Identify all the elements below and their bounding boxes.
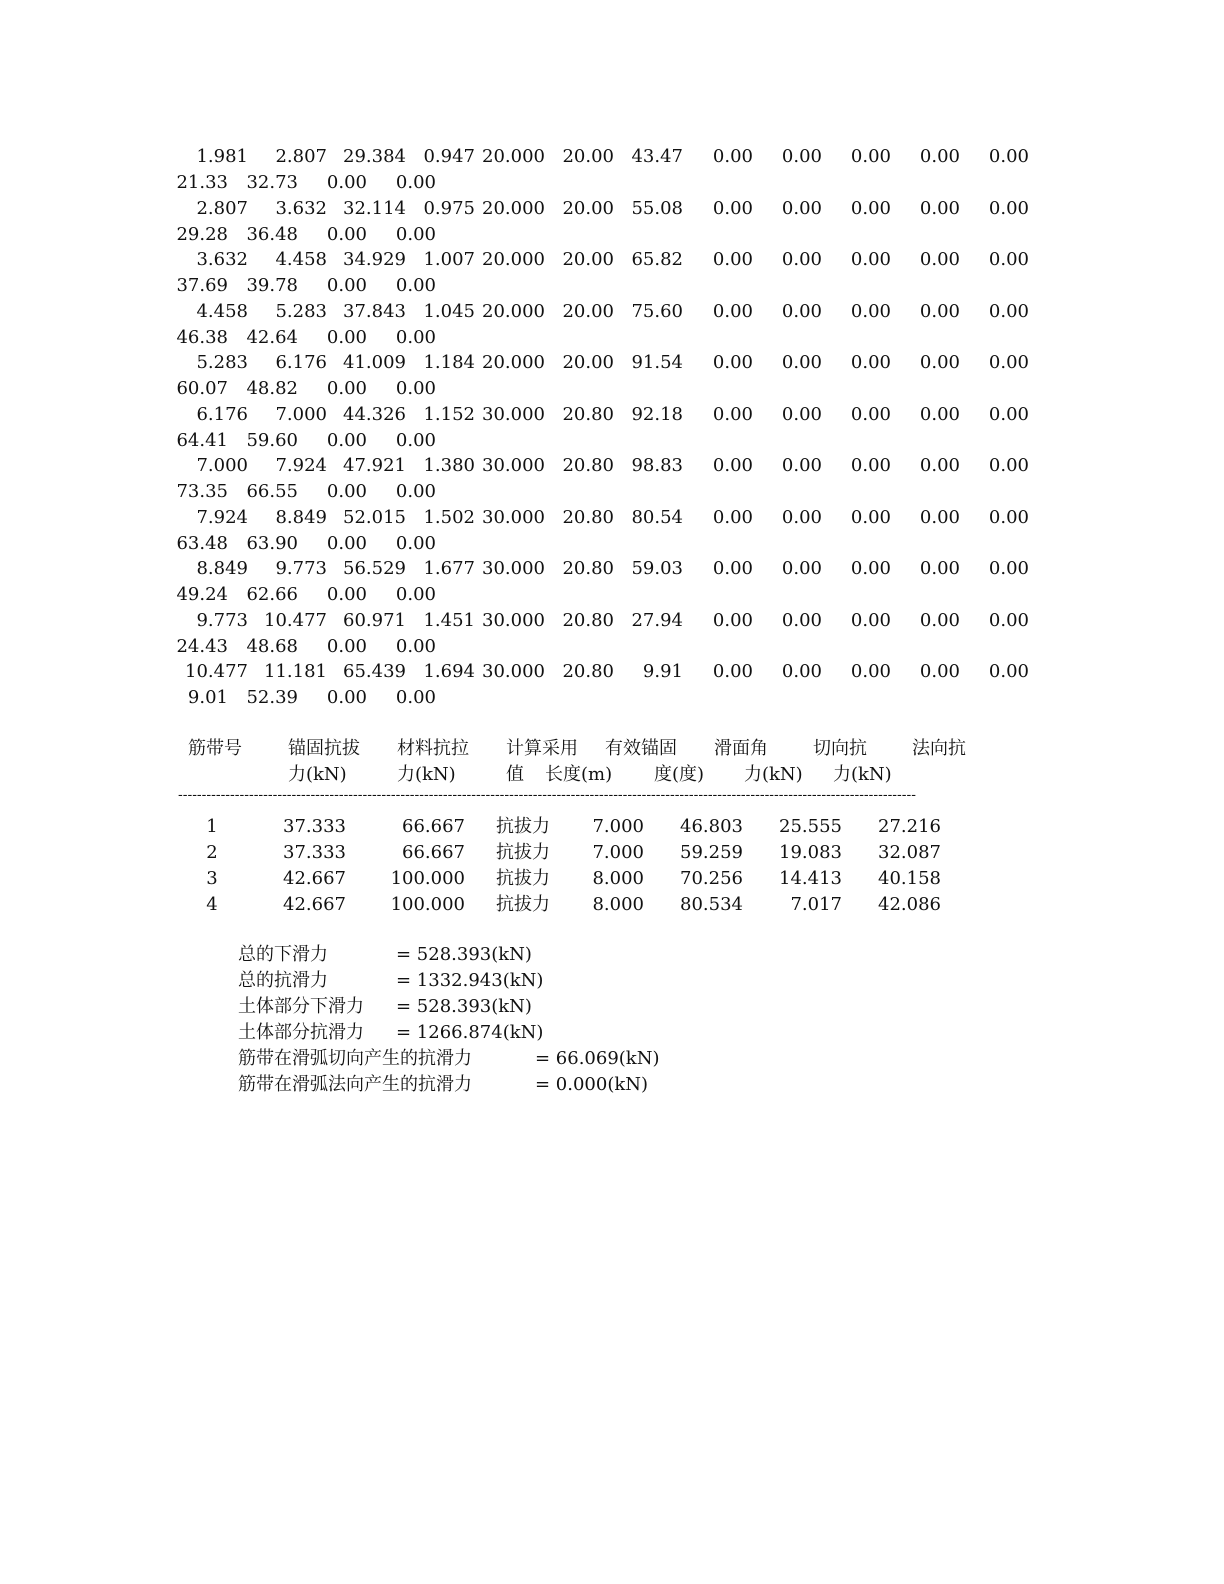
slice-cell: 0.00: [988, 146, 1029, 167]
slice-cell: 56.529: [343, 558, 406, 579]
slice-cell: 62.66: [246, 584, 298, 605]
slice-cell: 0.00: [781, 506, 822, 528]
slice-cell: 20.80: [562, 661, 614, 682]
slice-cell: 0.00: [326, 687, 367, 708]
slice-cell: 20.80: [562, 558, 614, 579]
slice-cell: 0.00: [850, 506, 891, 528]
table-header-unit: 值: [506, 764, 524, 785]
table-cell: 4: [206, 894, 218, 915]
table-cell: 7.000: [592, 842, 644, 863]
summary-value: = 1266.874(kN): [396, 1022, 544, 1043]
slice-cell: 1.502: [423, 506, 475, 528]
slice-cell: 9.91: [642, 661, 683, 682]
slice-cell: 0.00: [919, 146, 960, 167]
slice-cell: 0.00: [395, 481, 436, 502]
summary-label: 筋带在滑弧切向产生的抗滑力: [238, 1048, 472, 1069]
slice-cell: 0.975: [423, 197, 475, 219]
table-cell: 8.000: [592, 894, 644, 915]
slice-cell: 37.69: [176, 275, 228, 296]
slice-cell: 7.000: [196, 455, 248, 476]
summary-value: = 66.069(kN): [535, 1048, 660, 1069]
table-cell: 40.158: [878, 868, 941, 889]
slice-cell: 59.03: [631, 558, 683, 579]
slice-cell: 20.80: [562, 403, 614, 425]
slice-cell: 0.00: [712, 661, 753, 682]
slice-cell: 32.73: [246, 172, 298, 193]
slice-cell: 0.00: [712, 558, 753, 579]
slice-cell: 0.00: [781, 249, 822, 270]
slice-cell: 0.00: [326, 429, 367, 451]
slice-cell: 21.33: [176, 172, 228, 193]
slice-cell: 46.38: [176, 326, 228, 348]
table-cell: 37.333: [283, 816, 346, 837]
slice-cell: 0.00: [919, 300, 960, 322]
slice-cell: 73.35: [176, 481, 228, 502]
slice-cell: 0.00: [850, 455, 891, 476]
slice-cell: 1.694: [423, 661, 475, 682]
slice-cell: 20.00: [562, 249, 614, 270]
table-header: 计算采用: [506, 738, 578, 759]
slice-cell: 20.000: [482, 249, 545, 270]
slice-cell: 0.00: [326, 326, 367, 348]
table-cell: 66.667: [402, 816, 465, 837]
table-cell: 1: [206, 816, 218, 837]
table-cell: 7.017: [790, 894, 842, 915]
slice-cell: 60.971: [343, 609, 406, 631]
slice-cell: 0.00: [850, 249, 891, 270]
slice-cell: 6.176: [196, 403, 248, 425]
slice-cell: 0.00: [781, 558, 822, 579]
table-separator: ------------------------------------------------------------------------------------------------------------------------------------------------------------: [178, 788, 916, 802]
slice-cell: 75.60: [631, 300, 683, 322]
slice-cell: 0.00: [988, 249, 1029, 270]
slice-cell: 20.00: [562, 146, 614, 167]
table-header: 法向抗: [912, 738, 966, 759]
slice-cell: 1.380: [423, 455, 475, 476]
slice-cell: 0.00: [395, 687, 436, 708]
table-cell: 80.534: [680, 894, 743, 915]
slice-cell: 10.477: [185, 661, 248, 682]
slice-cell: 0.00: [850, 300, 891, 322]
table-cell: 46.803: [680, 816, 743, 837]
slice-cell: 0.00: [326, 584, 367, 605]
slice-cell: 0.00: [988, 300, 1029, 322]
table-cell: 37.333: [283, 842, 346, 863]
slice-cell: 44.326: [343, 403, 406, 425]
slice-cell: 66.55: [246, 481, 298, 502]
table-header-unit: 力(kN): [744, 764, 803, 785]
slice-cell: 0.00: [326, 635, 367, 657]
summary-value: = 528.393(kN): [396, 944, 532, 965]
summary-value: = 528.393(kN): [396, 996, 532, 1017]
slice-cell: 91.54: [631, 352, 683, 373]
slice-cell: 4.458: [275, 249, 327, 270]
slice-cell: 10.477: [264, 609, 327, 631]
slice-cell: 20.80: [562, 609, 614, 631]
slice-cell: 42.64: [246, 326, 298, 348]
slice-cell: 11.181: [264, 661, 327, 682]
summary-label: 总的下滑力: [238, 944, 328, 965]
slice-cell: 0.00: [781, 300, 822, 322]
slice-cell: 0.00: [395, 378, 436, 399]
slice-cell: 0.00: [988, 661, 1029, 682]
table-header: 筋带号: [188, 738, 242, 759]
slice-cell: 0.00: [850, 403, 891, 425]
table-cell: 14.413: [779, 868, 842, 889]
slice-cell: 20.000: [482, 146, 545, 167]
slice-cell: 30.000: [482, 506, 545, 528]
slice-cell: 0.00: [850, 352, 891, 373]
slice-cell: 9.773: [275, 558, 327, 579]
slice-cell: 0.00: [919, 609, 960, 631]
table-cell: 2: [206, 842, 218, 863]
slice-cell: 9.773: [196, 609, 248, 631]
summary-label: 筋带在滑弧法向产生的抗滑力: [238, 1074, 472, 1095]
slice-cell: 1.981: [196, 146, 248, 167]
slice-cell: 0.00: [781, 146, 822, 167]
table-cell: 66.667: [402, 842, 465, 863]
slice-cell: 20.000: [482, 300, 545, 322]
slice-cell: 9.01: [187, 687, 228, 708]
slice-cell: 30.000: [482, 403, 545, 425]
slice-cell: 20.000: [482, 352, 545, 373]
table-cell: 3: [206, 868, 218, 889]
slice-cell: 0.00: [781, 609, 822, 631]
slice-cell: 0.00: [850, 197, 891, 219]
slice-cell: 30.000: [482, 661, 545, 682]
slice-cell: 34.929: [343, 249, 406, 270]
slice-cell: 3.632: [275, 197, 327, 219]
slice-cell: 0.00: [712, 197, 753, 219]
table-cell: 42.086: [878, 894, 941, 915]
slice-cell: 0.00: [781, 455, 822, 476]
slice-cell: 0.00: [850, 146, 891, 167]
slice-cell: 20.80: [562, 506, 614, 528]
table-header-unit: 力(kN): [833, 764, 892, 785]
slice-cell: 20.00: [562, 352, 614, 373]
slice-cell: 0.00: [395, 275, 436, 296]
table-cell: 100.000: [390, 894, 465, 915]
slice-cell: 65.439: [343, 661, 406, 682]
slice-cell: 63.48: [176, 532, 228, 554]
slice-cell: 1.152: [423, 403, 475, 425]
slice-cell: 30.000: [482, 609, 545, 631]
slice-cell: 7.000: [275, 403, 327, 425]
slice-cell: 48.68: [246, 635, 298, 657]
slice-cell: 0.00: [395, 172, 436, 193]
summary-value: = 1332.943(kN): [396, 970, 544, 991]
slice-cell: 49.24: [176, 584, 228, 605]
slice-cell: 0.00: [988, 197, 1029, 219]
slice-cell: 6.176: [275, 352, 327, 373]
slice-cell: 48.82: [246, 378, 298, 399]
table-cell: 抗拔力: [496, 894, 550, 915]
table-header-unit: 长度(m): [545, 764, 613, 785]
summary-label: 土体部分抗滑力: [238, 1022, 364, 1043]
slice-cell: 0.00: [919, 197, 960, 219]
slice-cell: 20.00: [562, 197, 614, 219]
summary-value: = 0.000(kN): [535, 1074, 649, 1095]
table-cell: 27.216: [878, 816, 941, 837]
slice-cell: 0.00: [712, 352, 753, 373]
table-cell: 32.087: [878, 842, 941, 863]
slice-cell: 1.045: [423, 300, 475, 322]
table-cell: 抗拔力: [496, 868, 550, 889]
slice-cell: 5.283: [196, 352, 248, 373]
slice-cell: 0.00: [919, 455, 960, 476]
slice-cell: 20.000: [482, 197, 545, 219]
slice-cell: 2.807: [196, 197, 248, 219]
slice-cell: 0.00: [326, 275, 367, 296]
table-header-unit: 力(kN): [397, 764, 456, 785]
slice-cell: 27.94: [631, 609, 683, 631]
slice-cell: 0.00: [712, 300, 753, 322]
slice-cell: 29.384: [343, 146, 406, 167]
slice-cell: 0.00: [850, 558, 891, 579]
slice-cell: 65.82: [631, 249, 683, 270]
slice-cell: 0.00: [919, 558, 960, 579]
slice-cell: 0.00: [919, 661, 960, 682]
table-cell: 8.000: [592, 868, 644, 889]
slice-cell: 1.451: [423, 609, 475, 631]
slice-cell: 0.00: [919, 352, 960, 373]
slice-cell: 30.000: [482, 455, 545, 476]
slice-cell: 0.00: [919, 249, 960, 270]
slice-cell: 55.08: [631, 197, 683, 219]
slice-cell: 0.947: [423, 146, 475, 167]
slice-cell: 92.18: [631, 403, 683, 425]
slice-cell: 63.90: [246, 532, 298, 554]
slice-cell: 0.00: [326, 172, 367, 193]
slice-cell: 0.00: [988, 352, 1029, 373]
slice-cell: 0.00: [988, 558, 1029, 579]
slice-cell: 8.849: [275, 506, 327, 528]
table-header: 锚固抗拔: [288, 738, 360, 759]
slice-cell: 43.47: [631, 146, 683, 167]
slice-cell: 0.00: [781, 352, 822, 373]
slice-cell: 60.07: [176, 378, 228, 399]
table-cell: 42.667: [283, 894, 346, 915]
slice-cell: 37.843: [343, 300, 406, 322]
slice-cell: 0.00: [395, 223, 436, 245]
slice-cell: 0.00: [988, 455, 1029, 476]
summary-label: 总的抗滑力: [238, 970, 328, 991]
slice-cell: 64.41: [176, 429, 228, 451]
slice-cell: 0.00: [712, 403, 753, 425]
slice-cell: 41.009: [343, 352, 406, 373]
slice-cell: 0.00: [395, 584, 436, 605]
slice-cell: 0.00: [712, 506, 753, 528]
slice-cell: 2.807: [275, 146, 327, 167]
table-cell: 70.256: [680, 868, 743, 889]
slice-cell: 1.677: [423, 558, 475, 579]
table-cell: 42.667: [283, 868, 346, 889]
table-cell: 100.000: [390, 868, 465, 889]
table-cell: 抗拔力: [496, 816, 550, 837]
slice-cell: 24.43: [176, 635, 228, 657]
slice-cell: 0.00: [395, 635, 436, 657]
slice-cell: 4.458: [196, 300, 248, 322]
table-cell: 抗拔力: [496, 842, 550, 863]
table-cell: 25.555: [779, 816, 842, 837]
table-header-unit: 度(度): [654, 764, 705, 785]
slice-cell: 80.54: [631, 506, 683, 528]
table-header: 切向抗: [813, 738, 867, 759]
slice-cell: 20.80: [562, 455, 614, 476]
slice-cell: 5.283: [275, 300, 327, 322]
slice-cell: 0.00: [988, 403, 1029, 425]
slice-cell: 30.000: [482, 558, 545, 579]
slice-cell: 0.00: [395, 532, 436, 554]
summary-label: 土体部分下滑力: [238, 996, 364, 1017]
slice-cell: 47.921: [343, 455, 406, 476]
slice-cell: 3.632: [196, 249, 248, 270]
slice-cell: 0.00: [712, 249, 753, 270]
slice-cell: 0.00: [326, 223, 367, 245]
slice-cell: 20.00: [562, 300, 614, 322]
slice-cell: 0.00: [395, 429, 436, 451]
slice-cell: 0.00: [712, 455, 753, 476]
table-cell: 59.259: [680, 842, 743, 863]
slice-cell: 0.00: [850, 661, 891, 682]
slice-cell: 7.924: [196, 506, 248, 528]
slice-cell: 52.39: [246, 687, 298, 708]
slice-cell: 8.849: [196, 558, 248, 579]
slice-cell: 0.00: [781, 661, 822, 682]
slice-cell: 0.00: [712, 146, 753, 167]
slice-cell: 0.00: [326, 378, 367, 399]
slice-cell: 0.00: [919, 403, 960, 425]
table-cell: 7.000: [592, 816, 644, 837]
slice-cell: 52.015: [343, 506, 406, 528]
slice-cell: 32.114: [343, 197, 406, 219]
slice-cell: 0.00: [850, 609, 891, 631]
slice-cell: 0.00: [712, 609, 753, 631]
table-header-unit: 力(kN): [288, 764, 347, 785]
slice-cell: 98.83: [631, 455, 683, 476]
slice-cell: 0.00: [919, 506, 960, 528]
slice-cell: 0.00: [781, 403, 822, 425]
slice-cell: 0.00: [326, 481, 367, 502]
table-header: 材料抗拉: [397, 738, 469, 759]
table-header: 滑面角: [714, 738, 768, 759]
slice-cell: 29.28: [176, 223, 228, 245]
slice-cell: 0.00: [395, 326, 436, 348]
slice-cell: 39.78: [246, 275, 298, 296]
slice-cell: 0.00: [988, 506, 1029, 528]
slice-cell: 36.48: [246, 223, 298, 245]
slice-cell: 0.00: [988, 609, 1029, 631]
table-header: 有效锚固: [605, 738, 677, 759]
slice-cell: 7.924: [275, 455, 327, 476]
slice-cell: 1.007: [423, 249, 475, 270]
slice-cell: 0.00: [326, 532, 367, 554]
table-cell: 19.083: [779, 842, 842, 863]
slice-cell: 0.00: [781, 197, 822, 219]
slice-cell: 1.184: [423, 352, 475, 373]
slice-cell: 59.60: [246, 429, 298, 451]
